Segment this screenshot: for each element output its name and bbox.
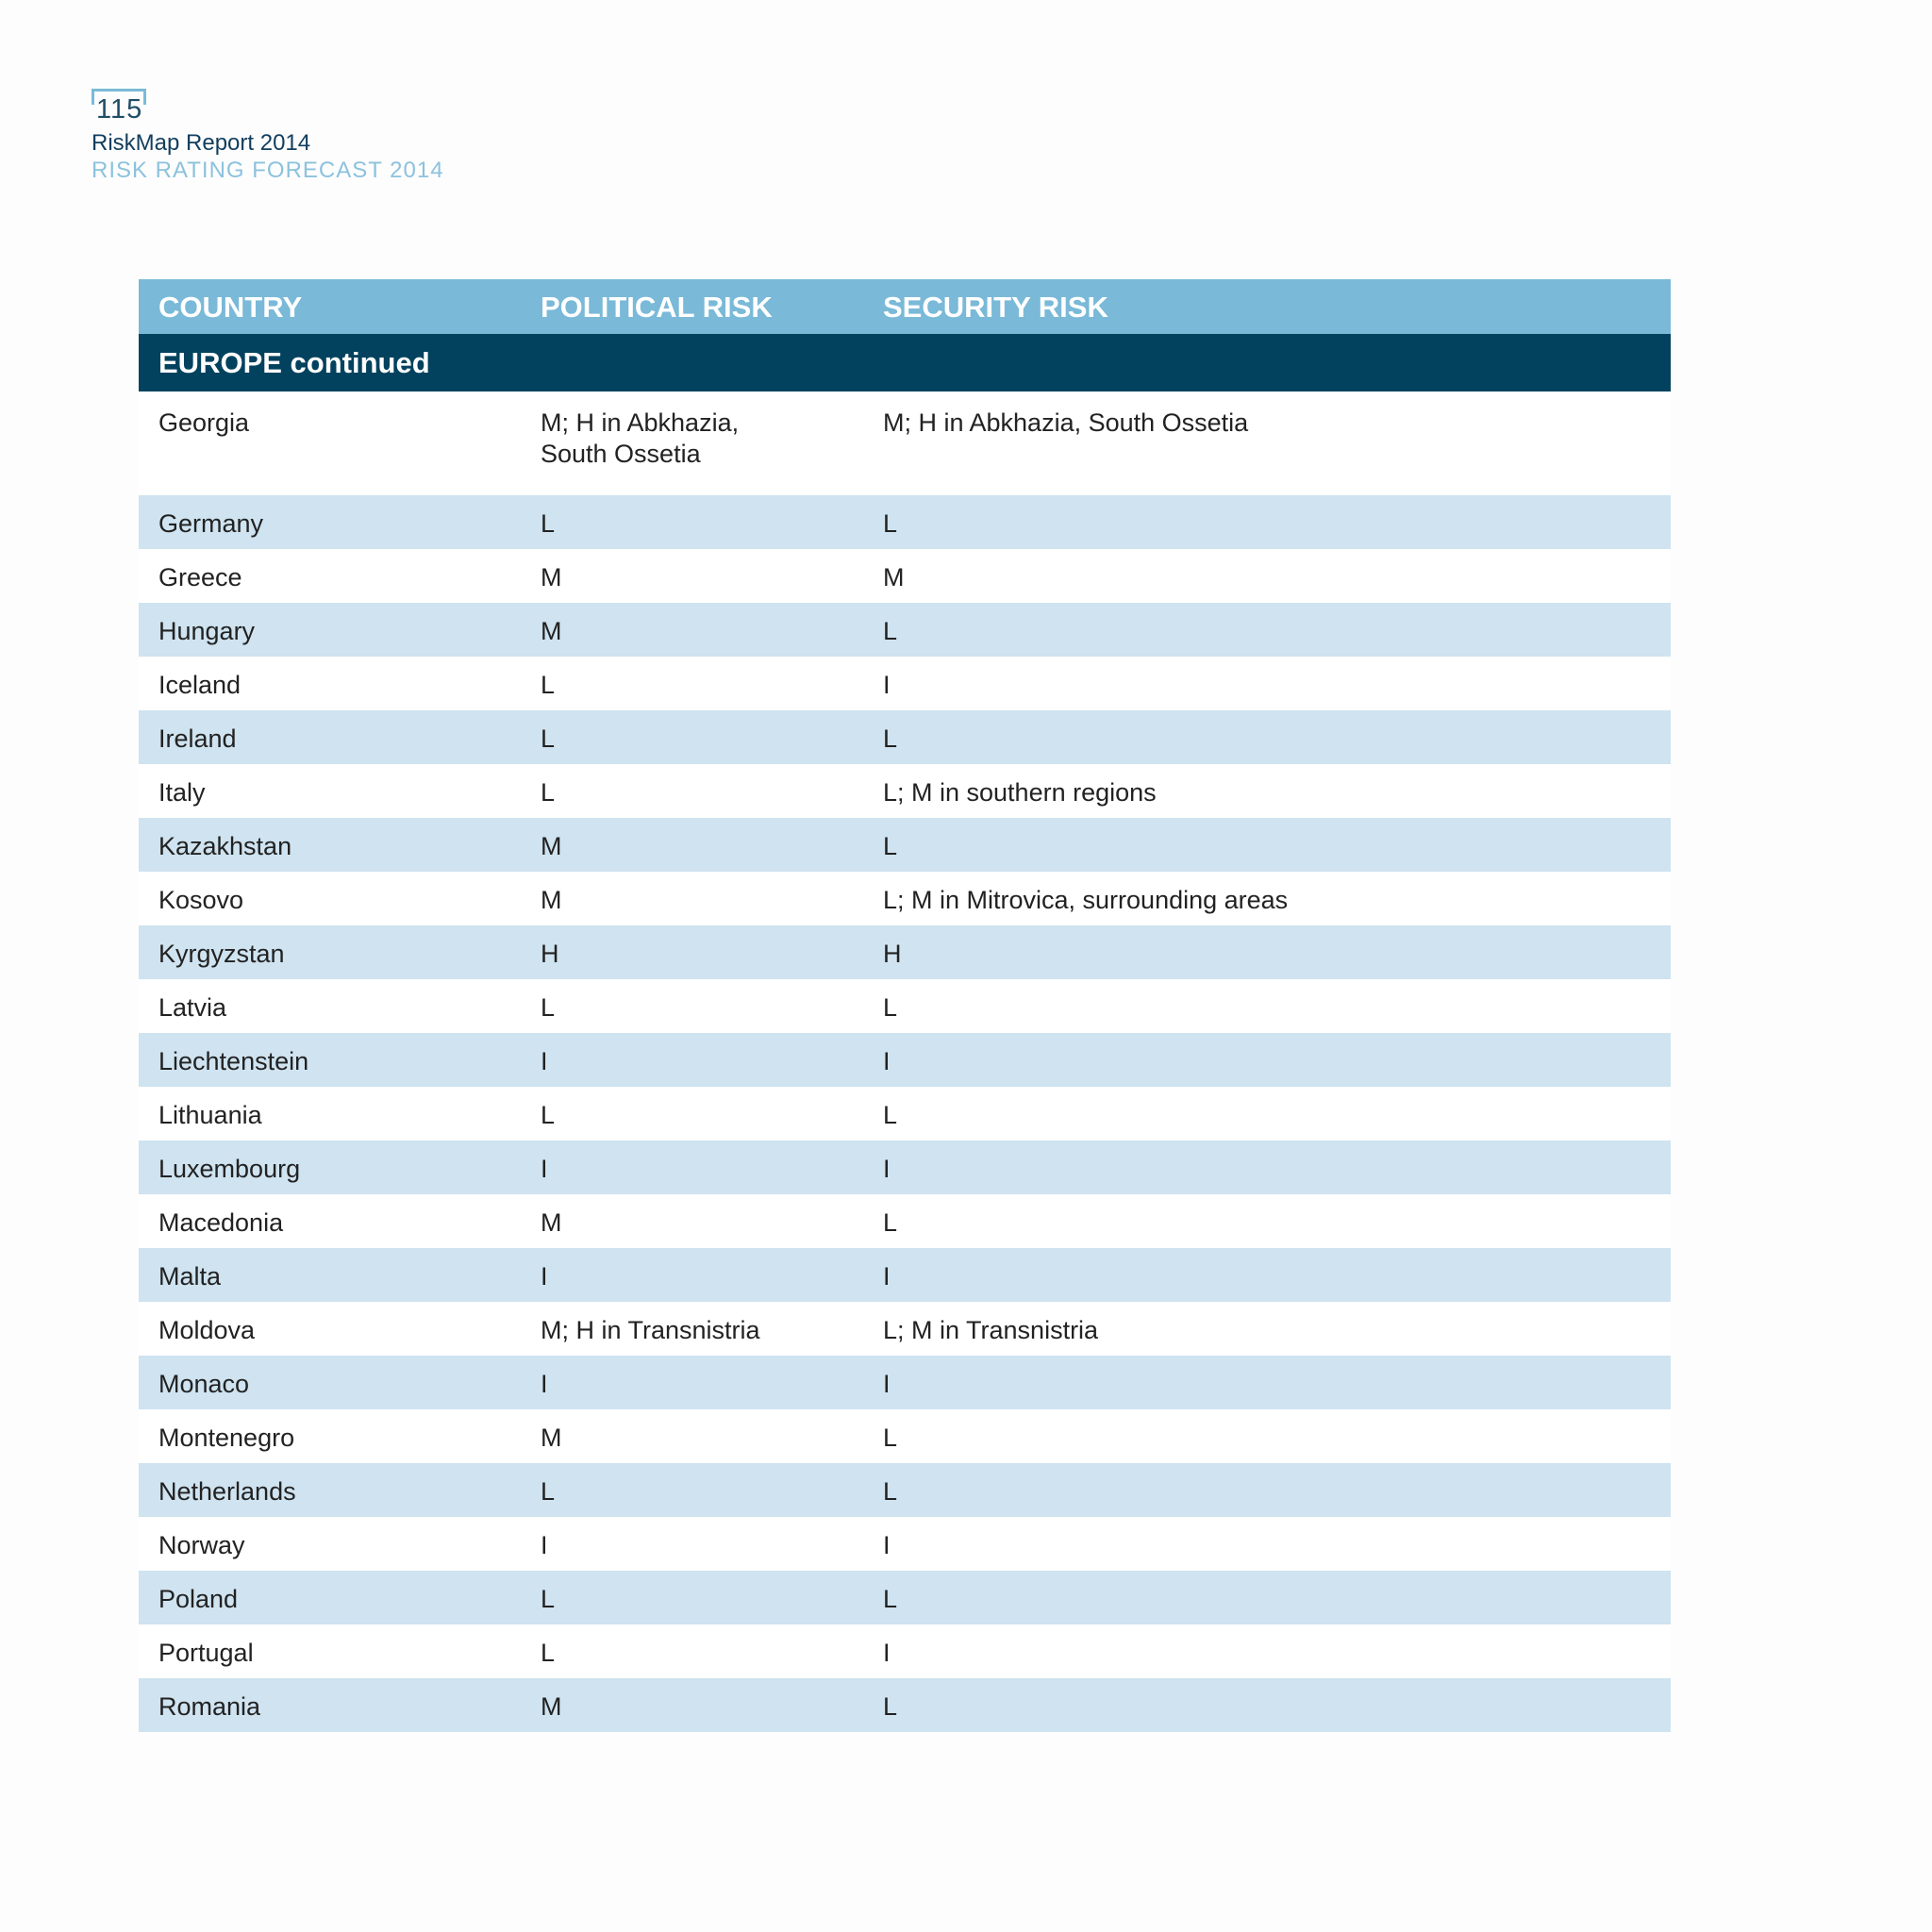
table-row xyxy=(139,495,1671,549)
region-label: EUROPE continued xyxy=(158,345,430,379)
table-row xyxy=(139,657,1671,710)
political-risk-cell: L xyxy=(541,1101,556,1129)
security-risk-cell: L xyxy=(883,832,898,860)
table-row xyxy=(139,1571,1671,1624)
political-risk-cell: I xyxy=(541,1531,548,1559)
country-cell: Liechtenstein xyxy=(158,1047,309,1075)
table-row xyxy=(139,1302,1671,1356)
table-row xyxy=(139,818,1671,872)
column-header-country: COUNTRY xyxy=(158,291,303,324)
country-cell: Norway xyxy=(158,1531,245,1559)
country-cell: Hungary xyxy=(158,617,256,645)
security-risk-cell: H xyxy=(883,940,902,968)
table-row xyxy=(139,979,1671,1033)
political-risk-cell: M xyxy=(541,1208,562,1237)
page-header xyxy=(92,89,444,185)
security-risk-cell: I xyxy=(883,1531,891,1559)
security-risk-cell: I xyxy=(883,671,891,699)
page-number-bracket xyxy=(92,89,146,105)
security-risk-cell: I xyxy=(883,1155,891,1183)
security-risk-cell: M xyxy=(883,563,905,591)
country-cell: Kosovo xyxy=(158,886,244,914)
political-risk-cell: L xyxy=(541,509,556,538)
security-risk-cell: L xyxy=(883,1477,898,1506)
table-row xyxy=(139,603,1671,657)
country-cell: Netherlands xyxy=(158,1477,296,1506)
security-risk-cell: M; H in Abkhazia, South Ossetia xyxy=(883,408,1249,437)
country-cell: Portugal xyxy=(158,1639,254,1667)
political-risk-cell: M; H in Abkhazia, South Ossetia xyxy=(541,408,740,468)
table-row xyxy=(139,764,1671,818)
table-row xyxy=(139,1517,1671,1571)
political-risk-cell: M xyxy=(541,832,562,860)
political-risk-cell: L xyxy=(541,1639,556,1667)
political-risk-cell: L xyxy=(541,778,556,807)
political-risk-cell: H xyxy=(541,940,559,968)
country-cell: Iceland xyxy=(158,671,242,699)
political-risk-cell: M xyxy=(541,617,562,645)
table-row xyxy=(139,710,1671,764)
security-risk-cell: L xyxy=(883,724,898,753)
security-risk-cell: L xyxy=(883,617,898,645)
security-risk-cell: L xyxy=(883,993,898,1022)
political-risk-cell: M xyxy=(541,886,562,914)
country-cell: Lithuania xyxy=(158,1101,262,1129)
political-risk-cell: I xyxy=(541,1155,548,1183)
table-row xyxy=(139,1087,1671,1141)
political-risk-cell: L xyxy=(541,724,556,753)
country-cell: Luxembourg xyxy=(158,1155,301,1183)
country-cell: Italy xyxy=(158,778,206,807)
political-risk-cell: M xyxy=(541,1692,562,1721)
security-risk-cell: I xyxy=(883,1262,891,1291)
security-risk-cell: L xyxy=(883,509,898,538)
security-risk-cell: L xyxy=(883,1585,898,1613)
country-cell: Greece xyxy=(158,563,242,591)
country-cell: Macedonia xyxy=(158,1208,284,1237)
political-risk-cell: I xyxy=(541,1262,548,1291)
security-risk-cell: L xyxy=(883,1101,898,1129)
table-row xyxy=(139,1409,1671,1463)
table-row xyxy=(139,1356,1671,1409)
country-cell: Latvia xyxy=(158,993,227,1022)
political-risk-cell: M xyxy=(541,1424,562,1452)
country-cell: Ireland xyxy=(158,724,237,753)
column-header-political-risk: POLITICAL RISK xyxy=(541,291,773,324)
political-risk-cell: L xyxy=(541,671,556,699)
security-risk-cell: I xyxy=(883,1370,891,1398)
table-row xyxy=(139,1248,1671,1302)
political-risk-cell: M; H in Transnistria xyxy=(541,1316,760,1344)
security-risk-cell: L xyxy=(883,1424,898,1452)
page-number-text: 115 xyxy=(96,94,143,125)
country-cell: Montenegro xyxy=(158,1424,295,1452)
table-row xyxy=(139,1624,1671,1678)
table-row xyxy=(139,925,1671,979)
security-risk-cell: L xyxy=(883,1208,898,1237)
table-row xyxy=(139,1463,1671,1517)
country-cell: Monaco xyxy=(158,1370,250,1398)
country-cell: Kazakhstan xyxy=(158,832,292,860)
table-row xyxy=(139,1678,1671,1732)
political-risk-cell: L xyxy=(541,1477,556,1506)
table-row xyxy=(139,1194,1671,1248)
table-row xyxy=(139,391,1671,495)
country-cell: Kyrgyzstan xyxy=(158,940,285,968)
country-cell: Malta xyxy=(158,1262,222,1291)
country-cell: Germany xyxy=(158,509,264,538)
table-header-row xyxy=(139,279,1671,334)
security-risk-cell: L; M in Transnistria xyxy=(883,1316,1099,1344)
security-risk-cell: L xyxy=(883,1692,898,1721)
country-cell: Moldova xyxy=(158,1316,256,1344)
table-row xyxy=(139,872,1671,925)
table-row xyxy=(139,1033,1671,1087)
security-risk-cell: I xyxy=(883,1047,891,1075)
political-risk-cell: M xyxy=(541,563,562,591)
security-risk-cell: L; M in Mitrovica, surrounding areas xyxy=(883,886,1289,914)
country-cell: Romania xyxy=(158,1692,261,1721)
page-number xyxy=(92,89,146,125)
table-row xyxy=(139,1141,1671,1194)
risk-rating-table xyxy=(139,279,1671,1732)
report-subtitle: RISK RATING FORECAST 2014 xyxy=(92,158,444,183)
column-header-security-risk: SECURITY RISK xyxy=(883,291,1108,324)
political-risk-cell: L xyxy=(541,993,556,1022)
table-row xyxy=(139,549,1671,603)
region-row xyxy=(139,334,1671,391)
political-risk-cell: I xyxy=(541,1047,548,1075)
report-title: RiskMap Report 2014 xyxy=(92,130,311,156)
security-risk-cell: I xyxy=(883,1639,891,1667)
country-cell: Poland xyxy=(158,1585,239,1613)
political-risk-cell: I xyxy=(541,1370,548,1398)
country-cell: Georgia xyxy=(158,408,250,437)
security-risk-cell: L; M in southern regions xyxy=(883,778,1157,807)
political-risk-cell: L xyxy=(541,1585,556,1613)
